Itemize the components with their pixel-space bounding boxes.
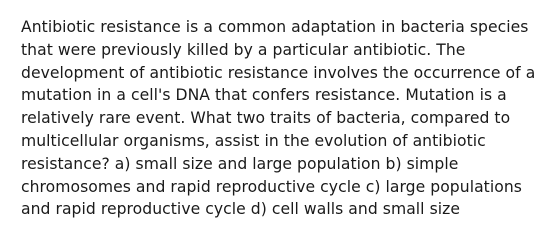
question-text (21, 16, 551, 221)
question-line: mutation in a cell's DNA that confers resistance. Mutation is a (21, 86, 507, 105)
question-line: that were previously killed by a particular antibiotic. The (21, 40, 466, 59)
question-line: relatively rare event. What two traits of bacteria, compared to (21, 109, 511, 128)
question-line: Antibiotic resistance is a common adaptation in bacteria species (21, 18, 529, 36)
question-line: chromosomes and rapid reproductive cycle c) large populations (21, 177, 522, 196)
question-line: and rapid reproductive cycle d) cell walls and small size (21, 200, 461, 219)
question-line: multicellular organisms, assist in the evolution of antibiotic (21, 131, 486, 150)
question-line: development of antibiotic resistance involves the occurrence of a (21, 63, 536, 82)
question-line: resistance? a) small size and large population b) simple (21, 154, 459, 173)
